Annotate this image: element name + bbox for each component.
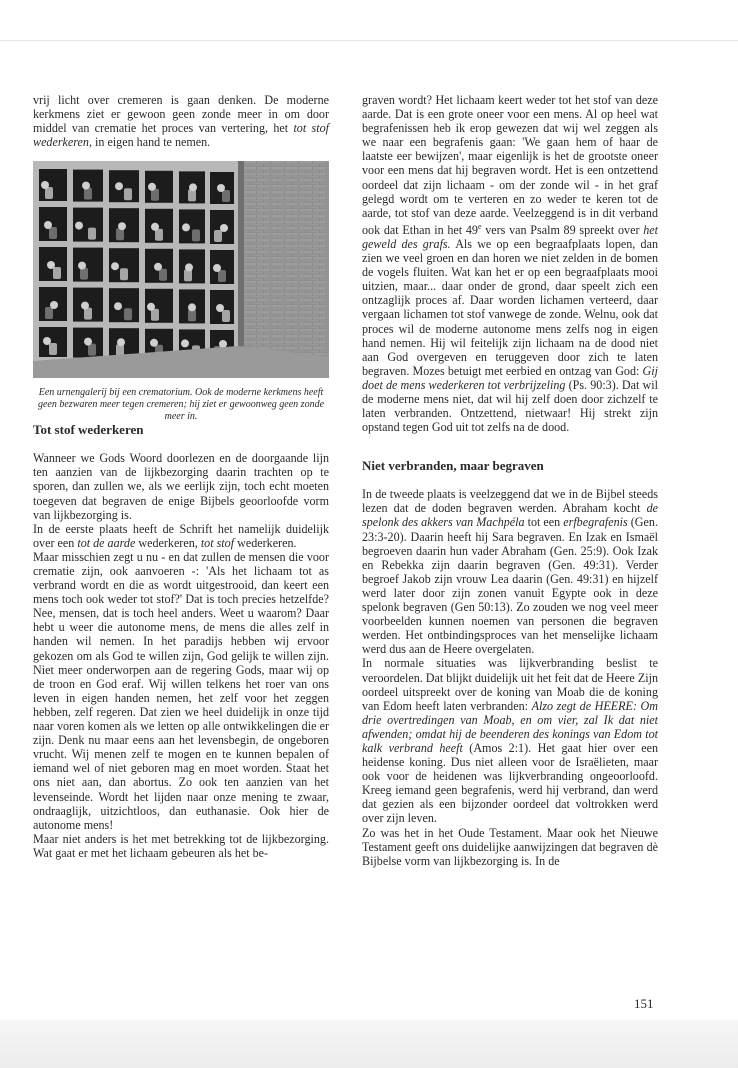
paragraph: Wanneer we Gods Woord doorlezen en de doorgaande lijn ten aanzien van de lijkbezorging daarin trachten op te sporen, dan zullen we, als we eerlijk zijn, toch echt moeten toegeven dat begraven de enige Bijbels geoorloofde vorm van lijkbezorging is.	[33, 451, 329, 522]
urn-gallery-photo	[33, 161, 329, 378]
urn	[159, 269, 167, 281]
paragraph: graven wordt? Het lichaam keert weder tot het stof van deze aarde. Dat is een grote oneer voor een mens. Al op heel wat begrafenissen heb ik erop gewezen dat wij wel zeggen als we naar een begrafenis gaan: 'We gaan hem of haar de laatste eer bewijzen', maar eigenlijk is het de grootste oneer voor een mens dat hij begraven wordt. Het is een ontzettend oordeel dat zijn lichaam - om der zonde wil - in het graf gelegd wordt om te verteren en zo weder te keren tot de aarde, tot stof van deze aarde. Veelzeggend is in dit verband ook dat Ethan in het 49e vers van Psalm 89 spreekt over het geweld des grafs. Als we op een begraafplaats lopen, dan zien we veel groen en dan horen we niet zelden in de bomen de vogels fluiten. Wat kan het er op een begraafplaats mooi uitzien, maar... daar onder de grond, daar speelt zich een ontzaglijk proces af. Daar worden lichamen verteerd, daar vergaan lichamen tot stof vanwege de zonde. Welnu, ook dat proces wil de moderne autonome mens zelfs nog in eigen hand nemen. Hij wil feitelijk zijn lichaam na de dood niet aan God overgeven en teruggeven door zich te laten begraven. Mozes betuigt met eerbied en ontzag van God: Gij doet de mens wederkeren tot verbrijzeling (Ps. 90:3). Dat wil de moderne mens niet, dat wil hij zelf doen door zichzelf te laten verbranden. Ontzettend, nietwaar! Hij strekt zijn opstand tegen God uit tot zelfs na de dood.	[362, 93, 659, 435]
paragraph: In normale situaties was lijkverbranding beslist te veroordelen. Dat blijkt duidelijk uit het feit dat de Heere Zijn oordeel uitspreekt over de koning van Moab die de koning van Edom heeft laten verbranden: Alzo zegt de HEERE: Om drie overtredingen van Moab, en om vier, zal Ik dat niet afwenden; omdat hij de beenderen des konings van Edom tot kalk verbrand heeft (Amos 2:1). Het gaat hier over een heidense koning. Dus niet alleen voor de Israëlieten, maar ook voor de heidenen was lijkverbranding ongeoorloofd. Kreeg iemand geen begrafenis, werd hij verbrand, dan werd dat gezien als een bijzonder oordeel dat voltrokken werd over zijn leven.	[362, 656, 658, 826]
paragraph: Zo was het in het Oude Testament. Maar ook het Nieuwe Testament geeft ons duidelijke aanwijzingen dat begraven dè Bijbelse vorm van lijkbezorging is. In de	[362, 825, 658, 868]
flower	[189, 184, 197, 192]
urn	[124, 189, 132, 201]
flower	[213, 264, 221, 272]
paragraph: In de eerste plaats heeft de Schrift het namelijk duidelijk over een tot de aarde wederkeren, tot stof wederkeren.	[33, 521, 329, 550]
flower	[150, 339, 158, 347]
left-column	[33, 93, 329, 860]
urn	[49, 227, 57, 239]
paragraph: In de tweede plaats is veelzeggend dat we in de Bijbel steeds lezen dat de doden begraven werden. Abraham kocht de spelonk des akkers van Machpéla tot een erfbegrafenis (Gen. 23:3-20). Daarin heeft hij Sara begraven. En Izak en Ismaël begroeven daarin hun vader Abraham (Gen. 25:9). Ook Izak en Rebekka zijn daarin begraven (Gen. 49:31). Verder begroef Jakob zijn vrouw Lea daarin (Gen. 49:31) en hijzelf werd later door zijn zonen vanuit Egypte ook in deze spelonk begraven (Gen 50:13). Zo zouden we nog veel meer voorbeelden kunnen noemen van personen die begraven werden. Het ontbindingsproces van het menselijke lichaam werd dus aan de Heere overgelaten.	[362, 487, 658, 657]
section-heading-tot-stof: Tot stof wederkeren	[33, 422, 144, 438]
flower	[147, 303, 155, 311]
flower	[43, 337, 51, 345]
urn	[222, 190, 230, 202]
flower	[78, 262, 86, 270]
flower	[114, 303, 122, 311]
urn	[45, 307, 53, 319]
photo-caption: Een urnengalerij bij een crematorium. Ook de moderne kerkmens heeft geen bezwaren meer tegen cremeren; hij ziet er gewoonweg geen zonde meer in.	[37, 387, 325, 422]
flower	[182, 224, 190, 232]
top-rule	[0, 40, 738, 41]
urn	[214, 230, 222, 242]
flower	[84, 338, 92, 346]
flower	[185, 264, 193, 272]
urn	[124, 309, 132, 321]
urn	[192, 230, 200, 242]
flower	[217, 184, 225, 192]
flower	[81, 302, 89, 310]
flower	[50, 301, 58, 309]
flower	[188, 304, 196, 312]
flower	[118, 223, 126, 231]
flower	[75, 222, 83, 230]
flower	[151, 223, 159, 231]
flower	[181, 340, 189, 348]
paragraph: Maar niet anders is het met betrekking tot de lijkbezorging. Wat gaat er met het lichaam gebeuren als het be-	[33, 831, 329, 860]
flower	[219, 340, 227, 348]
flower	[154, 263, 162, 271]
flower	[111, 263, 119, 271]
intro-paragraph: vrij licht over cremeren is gaan denken. De moderne kerkmens ziet er gewoon geen zonde meer in om door middel van crematie het proces van vertering, het tot stof wederkeren, in eigen hand te nemen.	[33, 93, 329, 150]
flower	[117, 339, 125, 347]
section-heading-niet-verbranden: Niet verbranden, maar begraven	[362, 458, 544, 474]
paragraph: Maar misschien zegt u nu - en dat zullen de mensen die voor crematie zijn, ook aanvoeren -: 'Als het lichaam tot as verbrand wordt en die as wordt uitgestrooid, dan keert een mens toch ook weder tot stof?' Dat is toch precies hetzelfde? Nee, mensen, dat is toch heel anders. Weet u waarom? Daar hebt u weer die autonome mens, de mens die alles zelf in handen wil nemen. In het paradijs hebben wij ervoor gekozen om als God te willen zijn, God gelijk te willen zijn. Niet meer onderworpen aan de regering Gods, maar wij op de troon en God eraf. Wij willen telkens het roer van ons leven in eigen handen nemen, het zelf voor het zeggen hebben, zelf regeren. Dat zien we heel duidelijk in onze tijd naar voren komen als we letten op alle ontwikkelingen die er zijn. Denk nu maar eens aan het levensbegin, de ongeboren vrucht. Wij menen zelf te mogen en te kunnen bepalen of iemand wel of niet geboren mag en moet worden. Staat het ons niet aan, dan abortus. Zo ook ten aanzien van het levenseinde. Wordt het lijden naar onze mening te zwaar, ondraaglijk, uitzichtloos, dan euthanasie. Ook hier de autonome mens!	[33, 549, 329, 832]
urn	[53, 267, 61, 279]
page-number: 151	[634, 996, 654, 1011]
flower	[44, 221, 52, 229]
flower	[220, 224, 228, 232]
urn	[88, 228, 96, 240]
urn	[218, 270, 226, 282]
urn	[49, 343, 57, 355]
flower	[148, 183, 156, 191]
right-column	[362, 93, 658, 868]
urn	[222, 310, 230, 322]
urn	[120, 269, 128, 281]
bottom-shade	[0, 1020, 738, 1068]
flower	[41, 181, 49, 189]
flower	[216, 304, 224, 312]
flower	[47, 261, 55, 269]
flower	[115, 183, 123, 191]
flower	[82, 182, 90, 190]
